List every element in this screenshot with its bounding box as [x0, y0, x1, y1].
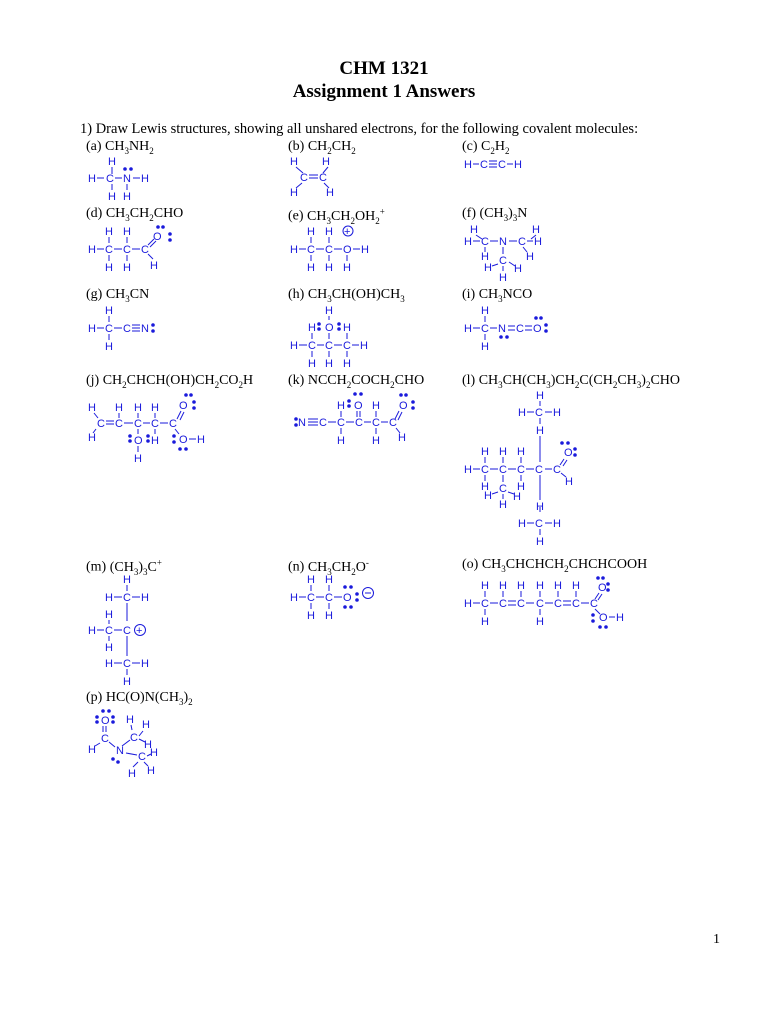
svg-text:H: H: [123, 574, 131, 586]
item-formula: $CH_2CH_2$: [307, 139, 356, 156]
item-formula: $CH_3NCO$: [478, 287, 533, 304]
svg-text:H: H: [88, 625, 96, 637]
svg-text:H: H: [325, 305, 333, 317]
svg-text:H: H: [290, 156, 298, 168]
svg-text:H: H: [532, 224, 540, 236]
svg-text:H: H: [105, 658, 113, 670]
svg-text:H: H: [88, 744, 96, 756]
svg-text:H: H: [308, 358, 316, 370]
svg-text:C: C: [115, 418, 123, 430]
svg-text:H: H: [307, 610, 315, 622]
svg-text:O: O: [179, 400, 188, 412]
svg-text:C: C: [151, 418, 159, 430]
item-letter: (d): [86, 206, 106, 221]
svg-text:C: C: [499, 255, 507, 267]
svg-text:C: C: [97, 418, 105, 430]
svg-text:H: H: [105, 305, 113, 317]
svg-text:H: H: [464, 236, 472, 248]
lewis-structure-e: [288, 222, 388, 278]
svg-text:O: O: [325, 322, 334, 334]
svg-text:N: N: [498, 323, 506, 335]
svg-text:H: H: [325, 226, 333, 238]
svg-text:H: H: [518, 518, 526, 530]
svg-text:C: C: [101, 733, 109, 745]
lewis-structure-a: [86, 154, 166, 204]
svg-text:H: H: [325, 574, 333, 586]
svg-text:H: H: [554, 580, 562, 592]
svg-text:H: H: [517, 481, 525, 493]
svg-text:N: N: [298, 417, 306, 429]
item-letter: (o): [462, 557, 482, 572]
svg-text:C: C: [480, 159, 488, 171]
svg-text:C: C: [134, 418, 142, 430]
svg-text:H: H: [481, 580, 489, 592]
svg-text:C: C: [307, 244, 315, 256]
svg-text:H: H: [290, 187, 298, 199]
svg-text:H: H: [123, 676, 131, 688]
svg-text:H: H: [88, 323, 96, 335]
item-letter: (h): [288, 287, 308, 302]
svg-text:C: C: [343, 340, 351, 352]
svg-text:H: H: [470, 224, 478, 236]
svg-text:C: C: [535, 464, 543, 476]
svg-text:C: C: [123, 658, 131, 670]
svg-text:C: C: [517, 598, 525, 610]
lewis-structure-o: [462, 572, 642, 634]
svg-text:H: H: [151, 402, 159, 414]
lewis-structure-d: [86, 222, 186, 278]
item-formula: $CH_3CH_2CHO$: [105, 206, 184, 223]
svg-text:H: H: [290, 340, 298, 352]
svg-text:H: H: [484, 490, 492, 502]
svg-text:H: H: [499, 580, 507, 592]
lewis-structure-g: [86, 302, 176, 352]
svg-text:H: H: [499, 499, 507, 511]
svg-text:H: H: [481, 616, 489, 628]
svg-text:O: O: [179, 434, 188, 446]
svg-text:H: H: [88, 432, 96, 444]
svg-text:+: +: [344, 226, 351, 238]
svg-text:C: C: [499, 598, 507, 610]
item-formula: $CH_3NH_2$: [105, 139, 154, 156]
lewis-structure-p: [86, 706, 176, 786]
svg-text:H: H: [325, 262, 333, 274]
svg-text:H: H: [307, 262, 315, 274]
item-letter: (m): [86, 559, 110, 575]
svg-text:C: C: [516, 323, 524, 335]
page-title: CHM 1321: [339, 58, 429, 79]
svg-text:H: H: [513, 491, 521, 503]
svg-text:H: H: [536, 425, 544, 437]
svg-text:H: H: [481, 305, 489, 317]
svg-text:H: H: [514, 159, 522, 171]
item-label-f: [462, 206, 527, 223]
svg-text:C: C: [319, 417, 327, 429]
svg-text:C: C: [130, 732, 138, 744]
item-label-l: [462, 373, 680, 390]
svg-text:H: H: [108, 191, 116, 203]
svg-text:H: H: [150, 747, 158, 759]
svg-text:C: C: [123, 244, 131, 256]
svg-text:H: H: [307, 226, 315, 238]
svg-text:H: H: [372, 400, 380, 412]
svg-text:C: C: [498, 159, 506, 171]
item-letter: (f): [462, 206, 480, 221]
item-letter: (j): [86, 373, 103, 388]
svg-text:H: H: [308, 322, 316, 334]
svg-text:C: C: [325, 340, 333, 352]
svg-text:H: H: [372, 435, 380, 447]
item-letter: (i): [462, 287, 479, 302]
item-letter: (a): [86, 139, 106, 154]
svg-text:O: O: [134, 435, 143, 447]
svg-text:H: H: [105, 592, 113, 604]
svg-text:+: +: [136, 625, 143, 637]
svg-text:H: H: [115, 402, 123, 414]
svg-text:C: C: [572, 598, 580, 610]
svg-text:C: C: [106, 173, 114, 185]
svg-text:H: H: [536, 536, 544, 548]
svg-text:C: C: [499, 464, 507, 476]
item-letter: (b): [288, 139, 308, 154]
lewis-structure-h: [288, 302, 388, 368]
svg-text:H: H: [361, 244, 369, 256]
item-formula: $CH_3CH_2OH_2^+$: [307, 206, 385, 226]
svg-text:H: H: [481, 341, 489, 353]
question-prompt: 1) Draw Lewis structures, showing all unshared electrons, for the following covalent molecules:: [80, 121, 639, 137]
svg-text:H: H: [150, 260, 158, 272]
svg-text:C: C: [169, 418, 177, 430]
item-letter: (k): [288, 373, 308, 388]
svg-text:H: H: [147, 765, 155, 777]
svg-text:C: C: [372, 417, 380, 429]
lewis-structure-m: [86, 572, 176, 690]
svg-text:C: C: [481, 323, 489, 335]
svg-text:C: C: [138, 751, 146, 763]
svg-text:H: H: [142, 719, 150, 731]
svg-text:H: H: [553, 518, 561, 530]
svg-text:H: H: [616, 612, 624, 624]
svg-text:C: C: [105, 323, 113, 335]
svg-text:H: H: [536, 580, 544, 592]
svg-text:H: H: [144, 739, 152, 751]
svg-text:H: H: [484, 262, 492, 274]
svg-text:C: C: [123, 625, 131, 637]
svg-text:O: O: [533, 323, 542, 335]
svg-text:H: H: [536, 616, 544, 628]
svg-text:H: H: [126, 714, 134, 726]
item-formula: $CH_3CHCHCH_2CHCHCOOH$: [481, 557, 648, 574]
svg-text:H: H: [123, 191, 131, 203]
svg-text:H: H: [464, 159, 472, 171]
svg-text:C: C: [481, 236, 489, 248]
svg-text:C: C: [554, 598, 562, 610]
lewis-structure-j: [86, 389, 216, 467]
svg-text:H: H: [337, 435, 345, 447]
item-label-j: [86, 373, 253, 390]
svg-text:H: H: [290, 592, 298, 604]
item-formula: $(CH_3)_3C^+$: [109, 557, 162, 577]
svg-text:C: C: [308, 340, 316, 352]
svg-text:C: C: [355, 417, 363, 429]
item-formula: $(CH_3)_3N$: [479, 206, 528, 223]
svg-text:C: C: [535, 518, 543, 530]
svg-text:C: C: [319, 172, 327, 184]
svg-text:H: H: [534, 236, 542, 248]
svg-text:C: C: [553, 464, 561, 476]
svg-text:O: O: [399, 400, 408, 412]
svg-text:C: C: [300, 172, 308, 184]
svg-text:H: H: [481, 446, 489, 458]
svg-text:H: H: [128, 768, 136, 780]
svg-text:H: H: [343, 262, 351, 274]
svg-text:H: H: [499, 272, 507, 284]
svg-text:H: H: [464, 323, 472, 335]
svg-text:H: H: [481, 251, 489, 263]
svg-text:H: H: [398, 432, 406, 444]
item-formula: $CH_2CHCH(OH)CH_2CO_2H$: [102, 373, 254, 390]
svg-text:H: H: [134, 453, 142, 465]
svg-text:H: H: [536, 390, 544, 402]
page-subtitle: Assignment 1 Answers: [292, 81, 476, 102]
svg-text:H: H: [105, 262, 113, 274]
svg-text:H: H: [565, 476, 573, 488]
svg-text:H: H: [134, 402, 142, 414]
item-formula: $CH_3CH(CH_3)CH_2C(CH_2CH_3)_2CHO$: [478, 373, 680, 390]
lewis-structure-k: [288, 389, 428, 455]
svg-text:H: H: [343, 358, 351, 370]
item-formula: $HC(O)N(CH_3)_2$: [105, 690, 193, 707]
svg-text:C: C: [590, 598, 598, 610]
svg-text:O: O: [343, 244, 352, 256]
item-letter: (p): [86, 690, 106, 705]
svg-text:O: O: [101, 715, 110, 727]
svg-text:H: H: [343, 322, 351, 334]
svg-text:N: N: [123, 173, 131, 185]
svg-text:H: H: [88, 402, 96, 414]
svg-text:C: C: [517, 464, 525, 476]
svg-text:H: H: [123, 262, 131, 274]
svg-text:C: C: [325, 592, 333, 604]
svg-text:N: N: [116, 745, 124, 757]
svg-text:H: H: [481, 481, 489, 493]
svg-text:C: C: [337, 417, 345, 429]
svg-text:H: H: [141, 658, 149, 670]
item-label-d: [86, 206, 183, 223]
svg-text:N: N: [499, 236, 507, 248]
svg-text:O: O: [598, 582, 607, 594]
svg-text:H: H: [572, 580, 580, 592]
svg-text:H: H: [290, 244, 298, 256]
svg-text:C: C: [389, 417, 397, 429]
svg-text:H: H: [526, 251, 534, 263]
svg-text:H: H: [464, 598, 472, 610]
svg-text:H: H: [105, 341, 113, 353]
svg-text:C: C: [123, 592, 131, 604]
svg-text:H: H: [325, 358, 333, 370]
item-formula: $C_2H_2$: [481, 139, 510, 156]
svg-text:H: H: [141, 173, 149, 185]
svg-text:H: H: [197, 434, 205, 446]
svg-text:H: H: [105, 642, 113, 654]
svg-text:N: N: [141, 323, 149, 335]
lewis-structure-f: [462, 222, 562, 284]
svg-text:H: H: [88, 173, 96, 185]
page-number: 1: [713, 932, 720, 947]
svg-text:C: C: [325, 244, 333, 256]
svg-text:C: C: [499, 483, 507, 495]
svg-text:H: H: [123, 226, 131, 238]
item-letter: (e): [288, 208, 308, 224]
svg-text:H: H: [88, 244, 96, 256]
svg-text:O: O: [343, 592, 352, 604]
item-formula: $NCCH_2COCH_2CHO$: [307, 373, 425, 390]
lewis-structure-c: [462, 154, 542, 178]
svg-text:O: O: [599, 612, 608, 624]
svg-text:H: H: [322, 156, 330, 168]
svg-text:O: O: [354, 400, 363, 412]
svg-text:H: H: [464, 464, 472, 476]
svg-text:C: C: [141, 244, 149, 256]
svg-text:H: H: [108, 156, 116, 168]
svg-text:H: H: [105, 609, 113, 621]
svg-text:C: C: [536, 598, 544, 610]
svg-text:H: H: [325, 610, 333, 622]
svg-text:C: C: [105, 244, 113, 256]
svg-text:O: O: [564, 447, 573, 459]
item-formula: $CH_3CN$: [105, 287, 150, 304]
svg-text:H: H: [517, 580, 525, 592]
svg-text:C: C: [535, 407, 543, 419]
item-label-p: [86, 690, 193, 707]
svg-text:H: H: [337, 400, 345, 412]
lewis-structure-l: [462, 389, 592, 555]
svg-text:H: H: [518, 407, 526, 419]
svg-text:H: H: [307, 574, 315, 586]
svg-text:H: H: [360, 340, 368, 352]
lewis-structure-i: [462, 302, 562, 352]
item-letter: (c): [462, 139, 482, 154]
svg-text:C: C: [518, 236, 526, 248]
svg-text:H: H: [151, 435, 159, 447]
svg-text:H: H: [499, 446, 507, 458]
item-letter: (l): [462, 373, 479, 388]
item-letter: (g): [86, 287, 106, 302]
svg-text:C: C: [123, 323, 131, 335]
svg-text:C: C: [481, 464, 489, 476]
svg-text:H: H: [514, 263, 522, 275]
svg-text:C: C: [307, 592, 315, 604]
lewis-structure-n: [288, 572, 388, 628]
svg-text:H: H: [517, 446, 525, 458]
item-label-k: [288, 373, 424, 390]
svg-text:H: H: [326, 187, 334, 199]
svg-text:O: O: [153, 231, 162, 243]
item-formula: $CH_3CH(OH)CH_3$: [307, 287, 405, 304]
svg-text:H: H: [536, 501, 544, 513]
svg-text:C: C: [481, 598, 489, 610]
item-letter: (n): [288, 559, 308, 575]
svg-text:H: H: [553, 407, 561, 419]
svg-text:H: H: [105, 226, 113, 238]
svg-text:H: H: [141, 592, 149, 604]
svg-text:C: C: [105, 625, 113, 637]
item-formula: $CH_3CH_2O^-$: [307, 557, 369, 577]
lewis-structure-b: [288, 154, 358, 200]
